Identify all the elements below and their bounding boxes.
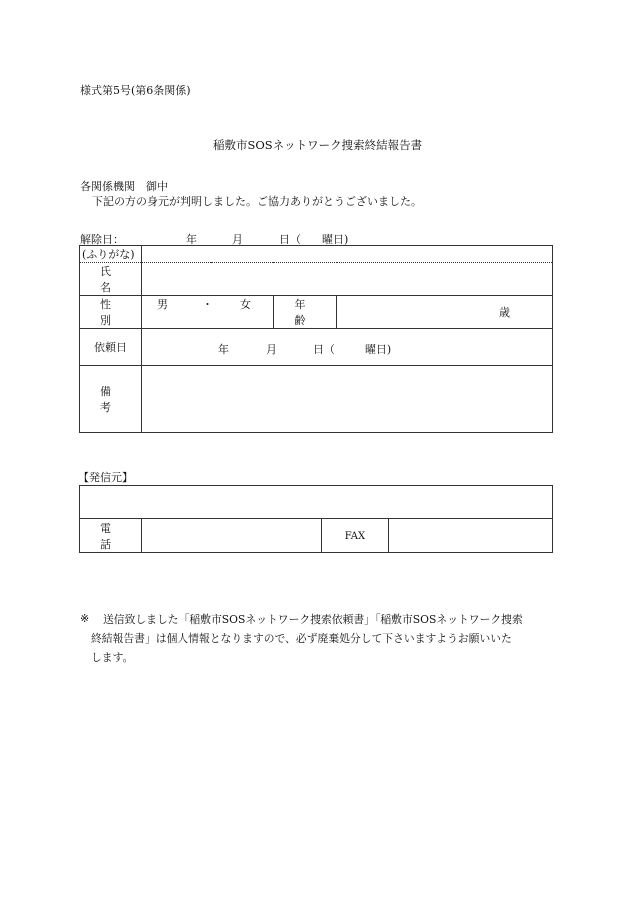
furigana-label: (ふりがな) <box>80 246 142 263</box>
page-title: 稲敷市SOSネットワーク捜索終結報告書 <box>213 138 423 152</box>
phone-field[interactable] <box>141 519 321 553</box>
age-field[interactable] <box>337 296 553 329</box>
request-weekday-unit: 曜日) <box>364 343 392 356</box>
request-date-field[interactable] <box>141 329 552 366</box>
note-line-1: 送信致しました「稲敷市SOSネットワーク捜索依頼書」「稲敷市SOSネットワーク捜索 <box>103 613 523 626</box>
gender-separator: ・ <box>201 298 213 311</box>
gender-female[interactable]: 女 <box>239 298 251 311</box>
note-line-3: します。 <box>91 651 134 664</box>
gender-options[interactable] <box>141 296 273 329</box>
remarks-label: 備 考 <box>80 366 142 433</box>
fax-label: FAX <box>321 519 389 553</box>
age-label: 年 齢 <box>273 296 337 329</box>
addressee: 各関係機関 御中 <box>80 180 168 193</box>
release-day-unit: 日（ <box>279 233 301 246</box>
request-year-unit: 年 <box>217 343 229 356</box>
note-line-2: 終結報告書」は個人情報となりますので、必ず廃棄処分して下さいますようお願いいた <box>91 632 512 645</box>
release-year-unit: 年 <box>186 233 197 246</box>
name-field[interactable] <box>141 263 552 296</box>
furigana-field[interactable] <box>141 246 552 263</box>
sender-name-field[interactable] <box>80 486 553 519</box>
age-unit: 歳 <box>499 306 510 319</box>
request-month-unit: 月 <box>265 343 277 356</box>
release-month-unit: 月 <box>232 233 243 246</box>
remarks-field[interactable] <box>141 366 552 433</box>
name-label: 氏 名 <box>80 263 142 296</box>
sender-heading: 【発信元】 <box>78 471 133 484</box>
request-date-label: 依頼日 <box>80 329 142 366</box>
gender-label: 性 別 <box>80 296 142 329</box>
note-mark: ※ <box>80 612 90 625</box>
form-number: 様式第5号(第6条関係) <box>80 84 191 97</box>
fax-field[interactable] <box>389 519 553 553</box>
release-date-label: 解除日： <box>80 233 124 246</box>
person-info-table <box>79 245 553 433</box>
phone-label: 電 話 <box>80 519 142 553</box>
release-weekday-unit: 曜日) <box>322 233 349 246</box>
sender-table <box>79 485 553 553</box>
gender-male[interactable]: 男 <box>156 298 168 311</box>
intro-text: 下記の方の身元が判明しました。ご協力ありがとうございました。 <box>92 195 422 208</box>
request-day-unit: 日（ <box>312 343 335 356</box>
